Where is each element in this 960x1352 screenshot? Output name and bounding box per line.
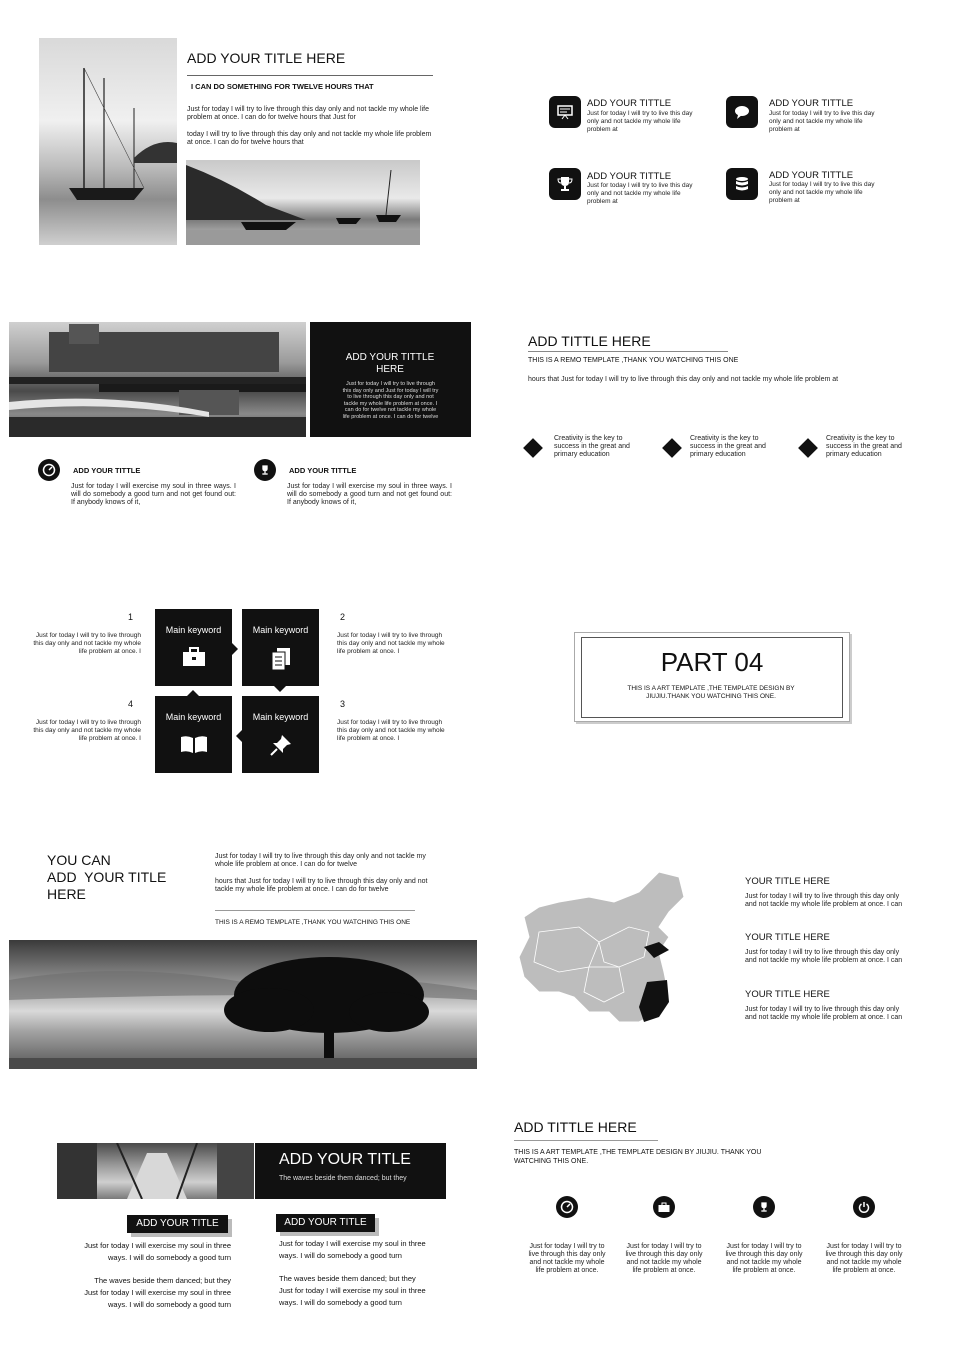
block-text: Just for today I will try to live through this day only and not tackle my whole life problem at once. I — [337, 719, 445, 742]
column-tag — [276, 1214, 375, 1232]
slide-title: ADD YOUR TITLE HERE — [187, 50, 346, 66]
boardwalk-photo — [57, 1143, 254, 1199]
body-text-2: today I will try to live through this day only and not tackle my whole life problem at once. I can do for twelve hours that — [187, 131, 432, 146]
column-text-2: The waves beside them danced; but they Just for today I will exercise my soul in three ways. I will do somebody a good turn — [279, 1274, 426, 1307]
keyword-label: Main keyword — [252, 625, 309, 635]
item-text: Just for today I will exercise my soul in three ways. I will do somebody a good turn and not get found out: If anybody knows of it, — [71, 483, 236, 506]
item-title: ADD YOUR TITTLE — [289, 466, 357, 475]
power-icon — [853, 1196, 875, 1218]
slide-5 — [0, 540, 480, 810]
big-title-line-3: HERE — [47, 886, 86, 902]
block-number: 2 — [340, 612, 346, 622]
keyword-label: Main keyword — [165, 712, 222, 722]
info-text: Just for today I will try to live through this day only and not tackle my whole life problem at once. I can — [745, 949, 903, 964]
feature-text: Just for today I will try to live this day only and not tackle my whole life problem at — [587, 110, 693, 133]
trophy-icon — [254, 459, 276, 481]
part-text: THIS IS A ART TEMPLATE ,THE TEMPLATE DESIGN BY JIUJIU.THANK YOU WATCHING THIS ONE. — [627, 685, 795, 700]
feature-text: Just for today I will try to live through this day only and not tackle my whole life problem at once. — [825, 1243, 903, 1274]
column-text-1: Just for today I will exercise my soul in three ways. I will do somebody a good turn — [279, 1239, 426, 1260]
diamond-bullet-icon — [798, 438, 818, 458]
keyword-box — [242, 609, 319, 686]
slide-1 — [0, 0, 480, 270]
sailboat-photo — [39, 38, 177, 245]
big-title-line-1: YOU CAN — [47, 852, 111, 868]
china-map — [519, 872, 689, 1032]
briefcase-icon — [653, 1196, 675, 1218]
slide-subtitle: THIS IS A REMO TEMPLATE ,THANK YOU WATCHING THIS ONE — [528, 357, 739, 364]
slide-8 — [480, 810, 960, 1080]
bullet-text: Creativity is the key to success in the great and primary education — [690, 435, 766, 458]
keyword-box — [155, 609, 232, 686]
title-box — [310, 322, 471, 437]
briefcase-icon — [155, 647, 232, 672]
item-title: ADD YOUR TITTLE — [73, 466, 141, 475]
big-title-line-2: ADD YOUR TITLE — [47, 869, 167, 885]
body-text-1: Just for today I will try to live through this day only and not tackle my whole life problem at once. I can do for twelve — [215, 853, 426, 868]
block-text: Just for today I will try to live through this day only and not tackle my whole life problem at once. I — [33, 719, 141, 742]
info-title: YOUR TITLE HERE — [745, 876, 830, 887]
slide-10 — [480, 1080, 960, 1350]
feature-title: ADD YOUR TITTLE — [587, 171, 672, 182]
body-text-2: hours that Just for today I will try to live through this day only and not tackle my whole life problem at once. I can do for twelve — [215, 878, 428, 893]
bridge-city-photo — [9, 322, 306, 437]
body-text: hours that Just for today I will try to live through this day only and not tackle my whole life problem at — [528, 376, 839, 383]
documents-icon — [242, 647, 319, 676]
database-icon — [726, 168, 758, 200]
part-title: PART 04 — [660, 647, 764, 677]
block-number: 3 — [340, 699, 346, 709]
box-text: Just for today I will try to live through this day only and Just for today I will try to live through this day only and not tackle my whole life problem at once. I can do for twelve not tackle my whole life problem at once. I can do for twelve — [342, 381, 439, 420]
dashboard-icon — [556, 1196, 578, 1218]
slide-3 — [0, 270, 480, 540]
pushpin-icon — [242, 734, 319, 761]
block-number: 4 — [128, 699, 134, 709]
feature-title: ADD YOUR TITTLE — [587, 98, 672, 109]
column-tag-label: ADD YOUR TITLE — [136, 1218, 219, 1229]
book-icon — [155, 734, 232, 759]
body-text-1: Just for today I will try to live through this day only and not tackle my whole life problem at once. I can do for twelve hours that Just for — [187, 106, 430, 121]
keyword-box — [242, 696, 319, 773]
column-tag-label: ADD YOUR TITLE — [284, 1217, 367, 1228]
column-text-1: Just for today I will exercise my soul in three ways. I will do somebody a good turn — [84, 1241, 231, 1262]
feature-text: Just for today I will try to live this day only and not tackle my whole life problem at — [587, 182, 693, 205]
slide-6 — [480, 540, 960, 810]
slide-7 — [0, 810, 480, 1080]
block-text: Just for today I will try to live through this day only and not tackle my whole life problem at once. I — [33, 632, 141, 655]
feature-title: ADD YOUR TITTLE — [769, 98, 854, 109]
feature-text: Just for today I will try to live through this day only and not tackle my whole life problem at once. — [625, 1243, 703, 1274]
bullet-text: Creativity is the key to success in the great and primary education — [554, 435, 630, 458]
footer-text: THIS IS A REMO TEMPLATE ,THANK YOU WATCHING THIS ONE — [215, 919, 411, 926]
block-text: Just for today I will try to live through this day only and not tackle my whole life problem at once. I — [337, 632, 445, 655]
feature-text: Just for today I will try to live this day only and not tackle my whole life problem at — [769, 110, 875, 133]
tree-sunset-photo — [9, 940, 477, 1069]
info-title: YOUR TITLE HERE — [745, 932, 830, 943]
band-title: ADD YOUR TITLE — [279, 1151, 411, 1168]
feature-text: Just for today I will try to live through this day only and not tackle my whole life problem at once. — [725, 1243, 803, 1274]
trophy-icon — [753, 1196, 775, 1218]
diamond-bullet-icon — [523, 438, 543, 458]
slide-9 — [0, 1080, 480, 1350]
keyword-label: Main keyword — [165, 625, 222, 635]
feature-text: Just for today I will try to live this day only and not tackle my whole life problem at — [769, 181, 875, 204]
chat-bubble-icon — [726, 96, 758, 128]
info-text: Just for today I will try to live through this day only and not tackle my whole life problem at once. I can — [745, 1006, 903, 1021]
slide-subtitle: I CAN DO SOMETHING FOR TWELVE HOURS THAT — [191, 82, 374, 91]
keyword-box — [155, 696, 232, 773]
slide-title: ADD TITTLE HERE — [514, 1119, 637, 1135]
slide-subtitle: THIS IS A ART TEMPLATE ,THE TEMPLATE DESIGN BY JIUJIU. THANK YOU WATCHING THIS ONE. — [514, 1149, 762, 1165]
presentation-icon — [549, 96, 581, 128]
slide-4 — [480, 270, 960, 540]
column-tag — [127, 1215, 228, 1233]
trophy-icon — [549, 168, 581, 200]
boats-beach-photo — [186, 160, 420, 245]
feature-title: ADD YOUR TITTLE — [769, 170, 854, 181]
info-title: YOUR TITLE HERE — [745, 989, 830, 1000]
slide-title: ADD TITTLE HERE — [528, 333, 651, 349]
band-subtitle: The waves beside them danced; but they — [279, 1175, 407, 1182]
column-text-2: The waves beside them danced; but they Just for today I will exercise my soul in three ways. I will do somebody a good turn — [84, 1276, 231, 1309]
block-number: 1 — [128, 612, 134, 622]
diamond-bullet-icon — [662, 438, 682, 458]
feature-text: Just for today I will try to live through this day only and not tackle my whole life problem at once. — [528, 1243, 606, 1274]
box-title: ADD YOUR TITTLE HERE — [345, 352, 435, 375]
slide-2 — [480, 0, 960, 270]
dashboard-icon — [38, 459, 60, 481]
bullet-text: Creativity is the key to success in the great and primary education — [826, 435, 902, 458]
item-text: Just for today I will exercise my soul in three ways. I will do somebody a good turn and not get found out: If anybody knows of it, — [287, 483, 452, 506]
keyword-label: Main keyword — [252, 712, 309, 722]
info-text: Just for today I will try to live through this day only and not tackle my whole life problem at once. I can — [745, 893, 903, 908]
